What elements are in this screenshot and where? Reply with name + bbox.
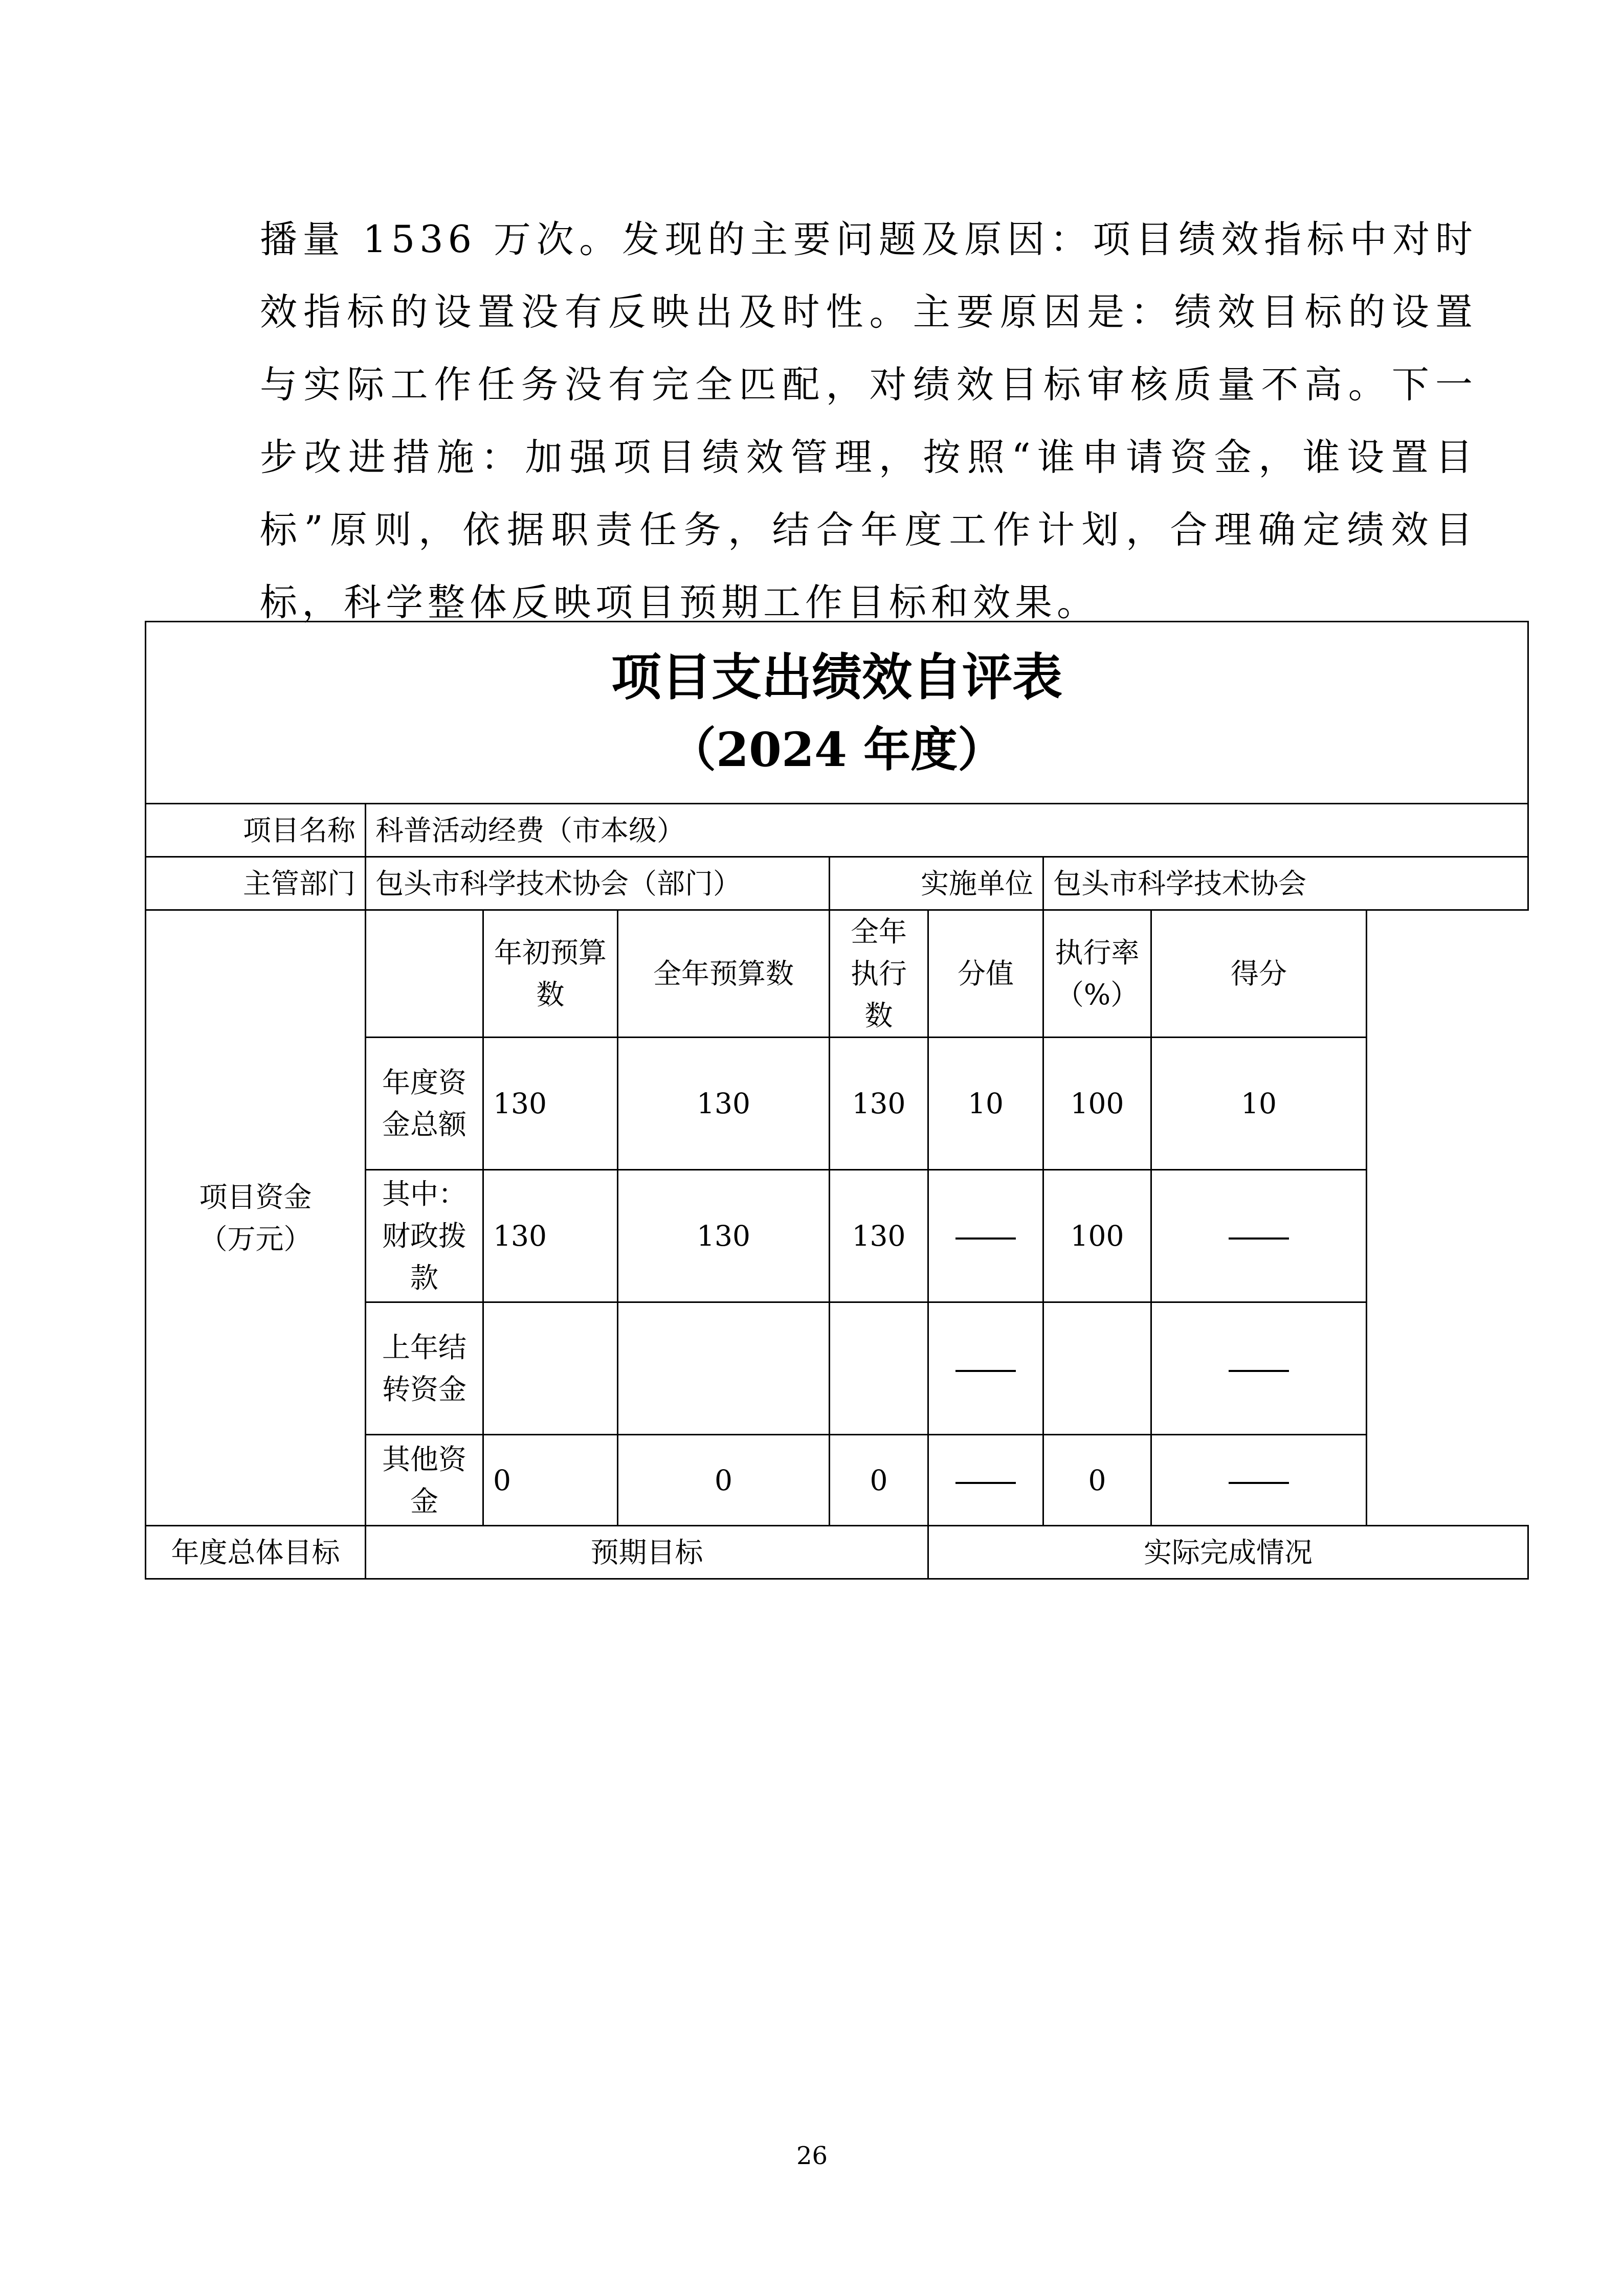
dept-value: 包头市科学技术协会（部门） xyxy=(366,857,830,910)
paragraph-line: 步改进措施：加强项目绩效管理，按照“谁申请资金，谁设置目 xyxy=(260,436,1477,479)
funds-label-line1: 项目资金 xyxy=(199,1180,312,1213)
dept-label: 主管部门 xyxy=(146,857,366,910)
cell-annual: 0 xyxy=(618,1435,830,1526)
header-score-value: 分值 xyxy=(928,910,1043,1038)
dash-mark xyxy=(955,1482,1016,1484)
header-blank-cell xyxy=(366,910,483,1038)
cell-exec: 130 xyxy=(830,1038,928,1170)
cell-rate: 0 xyxy=(1043,1435,1151,1526)
row-label: 上年结转资金 xyxy=(366,1302,483,1435)
cell-value xyxy=(928,1302,1043,1435)
header-initial-budget: 年初预算数 xyxy=(483,910,618,1038)
row-label: 年度资金总额 xyxy=(366,1038,483,1170)
cell-annual: 130 xyxy=(618,1170,830,1302)
paragraph-line: 与实际工作任务没有完全匹配，对绩效目标审核质量不高。下一 xyxy=(260,363,1477,407)
header-annual-budget: 全年预算数 xyxy=(618,910,830,1038)
cell-initial: 130 xyxy=(483,1038,618,1170)
paragraph-line: 标”原则，依据职责任务，结合年度工作计划，合理确定绩效目 xyxy=(260,508,1477,552)
header-exec-rate: 执行率（%） xyxy=(1043,910,1151,1038)
cell-value: 10 xyxy=(928,1038,1043,1170)
expected-goal-header: 预期目标 xyxy=(366,1526,928,1579)
cell-annual: 130 xyxy=(618,1038,830,1170)
header-annual-execution: 全年执行数 xyxy=(830,910,928,1038)
project-name-value: 科普活动经费（市本级） xyxy=(366,804,1528,857)
table-subtitle: （2024 年度） xyxy=(669,722,1005,778)
impl-unit-label: 实施单位 xyxy=(830,857,1043,910)
dash-mark xyxy=(955,1370,1016,1372)
paragraph-line: 标，科学整体反映项目预期工作目标和效果。 xyxy=(260,581,1099,624)
cell-rate xyxy=(1043,1302,1151,1435)
cell-score xyxy=(1151,1435,1367,1526)
cell-exec: 0 xyxy=(830,1435,928,1526)
table-title: 项目支出绩效自评表 xyxy=(611,647,1063,707)
cell-initial xyxy=(483,1302,618,1435)
cell-value xyxy=(928,1435,1043,1526)
paragraph-line: 播量 1536 万次。发现的主要问题及原因：项目绩效指标中对时 xyxy=(260,218,1477,261)
annual-goal-label: 年度总体目标 xyxy=(146,1526,366,1579)
funds-label xyxy=(146,910,366,1526)
cell-score: 10 xyxy=(1151,1038,1367,1170)
performance-evaluation-table xyxy=(145,621,1529,1580)
table-title-cell xyxy=(146,622,1528,804)
cell-rate: 100 xyxy=(1043,1170,1151,1302)
cell-rate: 100 xyxy=(1043,1038,1151,1170)
row-label: 其中：财政拨款 xyxy=(366,1170,483,1302)
dash-mark xyxy=(1229,1482,1289,1484)
cell-value xyxy=(928,1170,1043,1302)
cell-exec xyxy=(830,1302,928,1435)
header-score: 得分 xyxy=(1151,910,1367,1038)
impl-unit-value: 包头市科学技术协会 xyxy=(1043,857,1528,910)
body-paragraph xyxy=(260,204,1477,639)
cell-initial: 0 xyxy=(483,1435,618,1526)
project-name-label: 项目名称 xyxy=(146,804,366,857)
dash-mark xyxy=(1229,1237,1289,1240)
cell-annual xyxy=(618,1302,830,1435)
cell-score xyxy=(1151,1170,1367,1302)
dash-mark xyxy=(1229,1370,1289,1372)
cell-score xyxy=(1151,1302,1367,1435)
actual-completion-header: 实际完成情况 xyxy=(928,1526,1528,1579)
page-number: 26 xyxy=(796,2142,828,2170)
cell-initial: 130 xyxy=(483,1170,618,1302)
funds-label-line2: （万元） xyxy=(199,1222,312,1255)
cell-exec: 130 xyxy=(830,1170,928,1302)
row-label: 其他资金 xyxy=(366,1435,483,1526)
dash-mark xyxy=(955,1237,1016,1240)
paragraph-line: 效指标的设置没有反映出及时性。主要原因是：绩效目标的设置 xyxy=(260,290,1477,334)
